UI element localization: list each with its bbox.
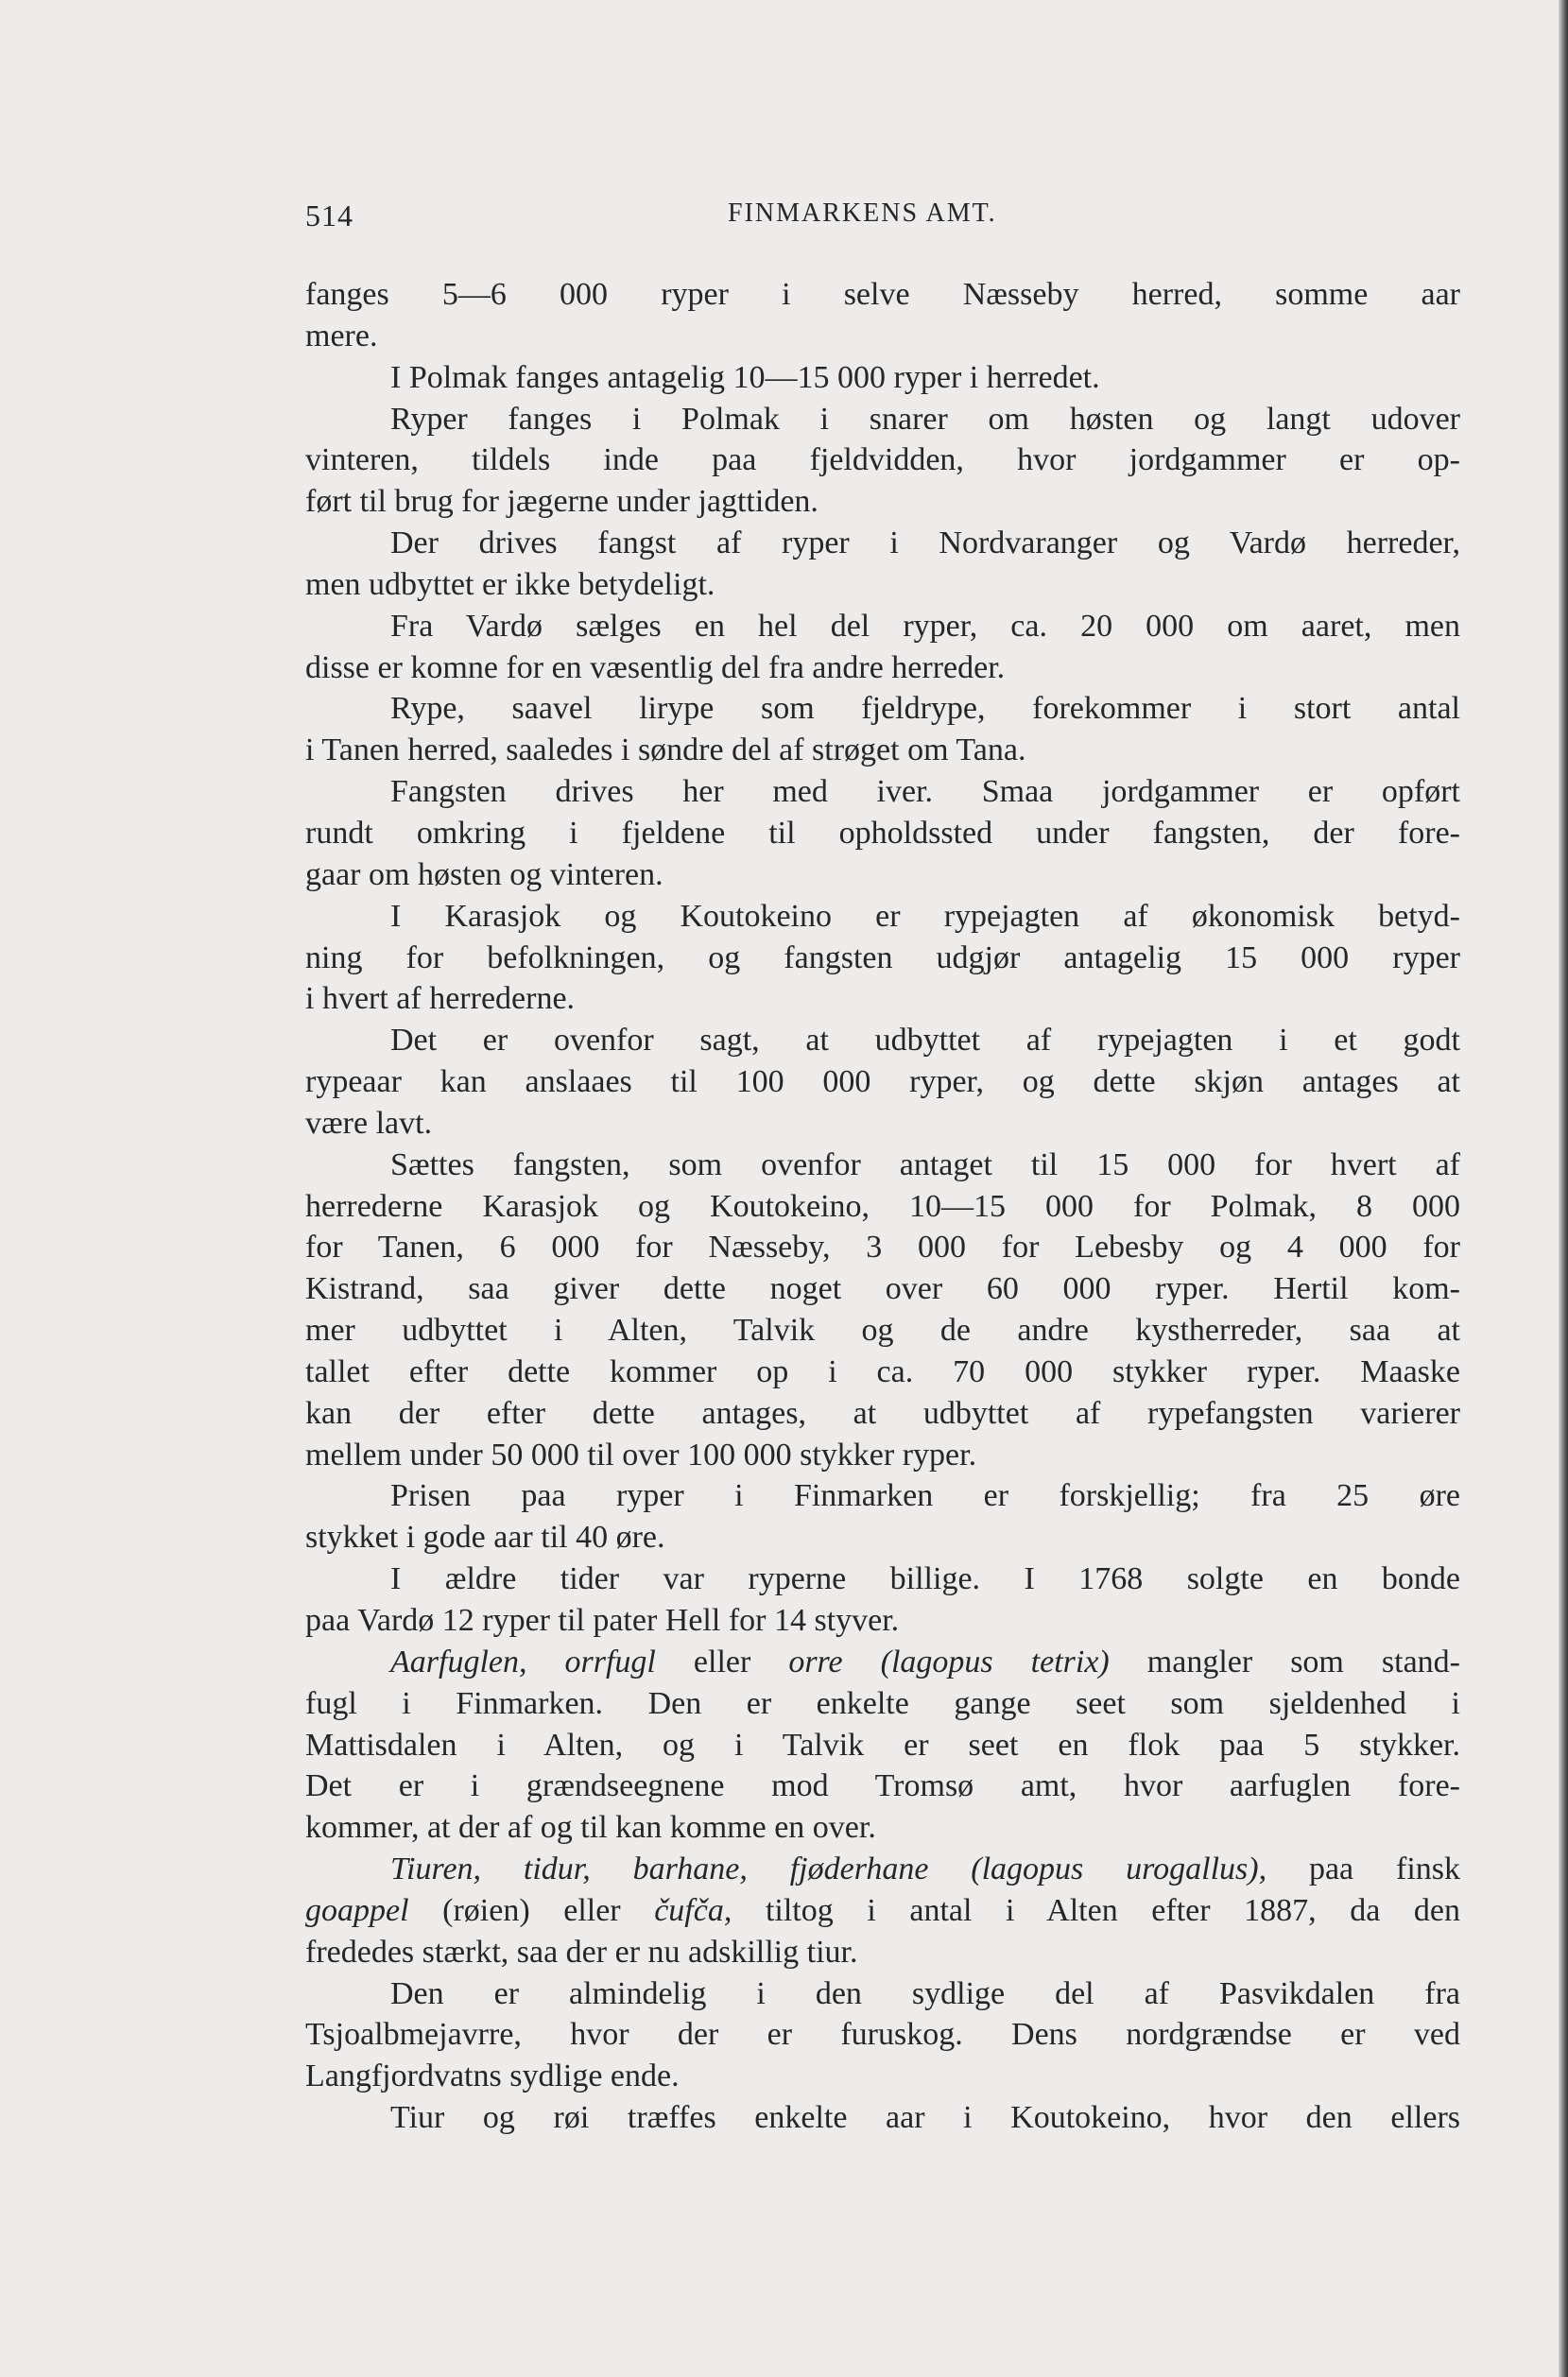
- text-line: kan der efter dette antages, at udbyttet af rypefangsten varierer: [305, 1395, 1460, 1431]
- text-line: Prisen paa ryper i Finmarken er forskjellig; fra 25 øre: [390, 1478, 1460, 1514]
- italic-term: čufča,: [654, 1892, 732, 1928]
- text-line: mere.: [305, 318, 378, 353]
- text-line: gaar om høsten og vinteren.: [305, 856, 663, 892]
- text-line: I ældre tider var ryperne billige. I 1768 solgte en bonde: [390, 1561, 1460, 1597]
- text-line: Fra Vardø sælges en hel del ryper, ca. 20 000 om aaret, men: [390, 608, 1460, 644]
- text-line: Det er ovenfor sagt, at udbyttet af rypejagten i et godt: [390, 1023, 1460, 1059]
- text-line: disse er komne for en væsentlig del fra andre herreder.: [305, 649, 1006, 685]
- text-line: vinteren, tildels inde paa fjeldvidden, hvor jordgammer er op-: [305, 442, 1460, 478]
- text-line: Mattisdalen i Alten, og i Talvik er seet en flok paa 5 stykker.: [305, 1727, 1460, 1763]
- text-line: Langfjordvatns sydlige ende.: [305, 2058, 680, 2094]
- text-line: være lavt.: [305, 1105, 433, 1141]
- text-line: Den er almindelig i den sydlige del af Pasvikdalen fra: [390, 1975, 1460, 2011]
- italic-term: Aarfuglen, orrfugl: [390, 1644, 656, 1679]
- text-line: Der drives fangst af ryper i Nordvaranger og Vardø herreder,: [390, 525, 1460, 561]
- text-line: Kistrand, saa giver dette noget over 60 000 ryper. Hertil kom-: [305, 1271, 1460, 1307]
- text-line: rypeaar kan anslaaes til 100 000 ryper, og dette skjøn antages at: [305, 1064, 1460, 1100]
- text-run: (røien) eller: [408, 1892, 655, 1928]
- text-line: Rype, saavel lirype som fjeldrype, forekommer i stort antal: [390, 691, 1460, 727]
- text-line: [305, 1642, 1460, 1683]
- text-line: mellem under 50 000 til over 100 000 stykker ryper.: [305, 1437, 977, 1473]
- text-line: i Tanen herred, saaledes i søndre del af strøget om Tana.: [305, 732, 1026, 768]
- text-line: fugl i Finmarken. Den er enkelte gange seet som sjeldenhed i: [305, 1685, 1460, 1721]
- text-line: kommer, at der af og til kan komme en over.: [305, 1810, 876, 1846]
- italic-term: goappel: [305, 1892, 409, 1928]
- text-line: Tiur og røi træffes enkelte aar i Koutokeino, hvor den ellers: [390, 2100, 1460, 2136]
- page-number: 514: [305, 198, 353, 233]
- text-line: I Karasjok og Koutokeino er rypejagten af økonomisk betyd-: [390, 898, 1460, 934]
- text-line: i hvert af herrederne.: [305, 981, 576, 1017]
- italic-term: Tiuren, tidur, barhane, fjøderhane (lagopus urogallus),: [390, 1852, 1267, 1887]
- text-line: [305, 1849, 1460, 1890]
- page-edge-shadow: [1559, 0, 1568, 2377]
- text-line: Ryper fanges i Polmak i snarer om høsten og langt udover: [390, 401, 1460, 437]
- text-line: Sættes fangsten, som ovenfor antaget til 15 000 for hvert af: [390, 1146, 1460, 1182]
- text-line: for Tanen, 6 000 for Næsseby, 3 000 for Lebesby og 4 000 for: [305, 1230, 1460, 1266]
- text-run: paa finsk: [1266, 1852, 1460, 1887]
- text-line: Tsjoalbmejavrre, hvor der er furuskog. Dens nordgrændse er ved: [305, 2017, 1460, 2053]
- page-header: [0, 198, 1568, 236]
- text-line: fanges 5—6 000 ryper i selve Næsseby herred, somme aar: [305, 277, 1460, 312]
- text-run: eller: [655, 1644, 789, 1679]
- text-line: rundt omkring i fjeldene til opholdssted under fangsten, der fore-: [305, 815, 1460, 851]
- body-text: [305, 274, 1460, 2139]
- text-line: ning for befolkningen, og fangsten udgjør antagelig 15 000 ryper: [305, 939, 1460, 975]
- text-line: herrederne Karasjok og Koutokeino, 10—15 000 for Polmak, 8 000: [305, 1188, 1460, 1224]
- text-line: tallet efter dette kommer op i ca. 70 000 stykker ryper. Maaske: [305, 1353, 1460, 1389]
- text-run: tiltog i antal i Alten efter 1887, da den: [732, 1892, 1460, 1928]
- text-line: I Polmak fanges antagelig 10—15 000 ryper i herredet.: [390, 359, 1100, 395]
- text-line: mer udbyttet i Alten, Talvik og de andre kystherreder, saa at: [305, 1313, 1460, 1349]
- text-line: Det er i grændseegnene mod Tromsø amt, hvor aarfuglen fore-: [305, 1768, 1460, 1804]
- text-line: ført til brug for jægerne under jagttiden.: [305, 484, 818, 520]
- text-line: paa Vardø 12 ryper til pater Hell for 14 styver.: [305, 1603, 900, 1638]
- italic-term: orre (lagopus tetrix): [788, 1644, 1110, 1679]
- running-title: FINMARKENS AMT.: [728, 198, 997, 228]
- text-run: mangler som stand-: [1109, 1644, 1460, 1679]
- text-line: [305, 1890, 1460, 1932]
- text-line: frededes stærkt, saa der er nu adskillig tiur.: [305, 1934, 858, 1970]
- text-line: men udbyttet er ikke betydeligt.: [305, 566, 715, 602]
- text-line: Fangsten drives her med iver. Smaa jordgammer er opført: [390, 774, 1460, 810]
- text-line: stykket i gode aar til 40 øre.: [305, 1520, 665, 1556]
